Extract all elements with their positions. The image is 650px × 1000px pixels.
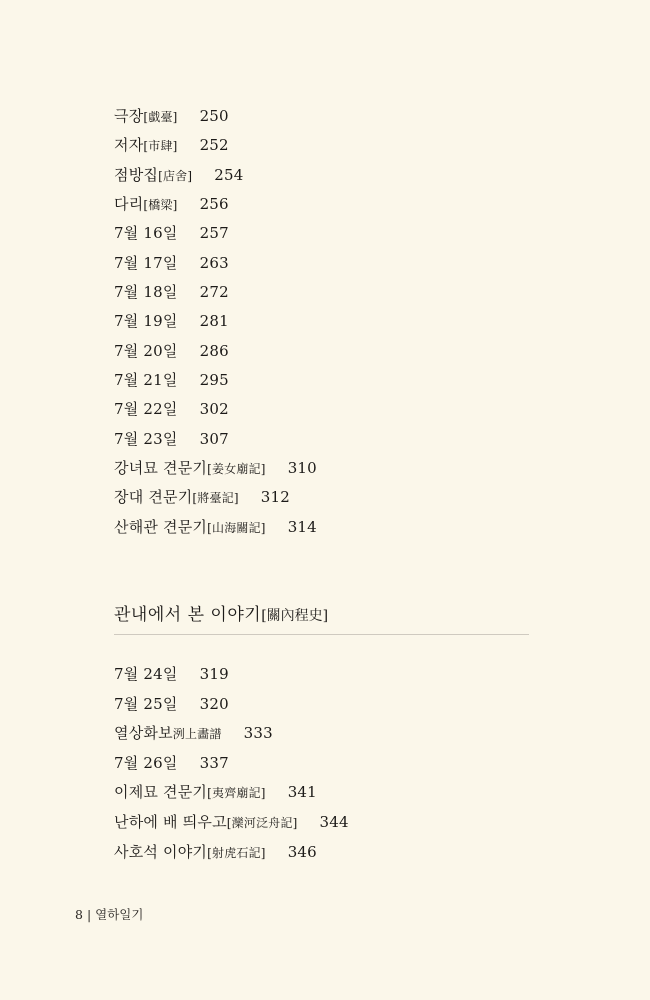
toc-item <box>114 778 349 808</box>
toc-item <box>114 190 317 219</box>
toc-item-hanja: 洌上畵譜 <box>172 727 222 742</box>
toc-item <box>114 131 317 160</box>
toc-item-page: 312 <box>260 488 291 507</box>
toc-item <box>114 337 317 366</box>
section-divider <box>114 634 529 635</box>
toc-item-title: 이제묘 견문기 <box>114 783 208 802</box>
toc-item-title: 7월 20일 <box>114 341 178 360</box>
toc-item <box>114 719 349 749</box>
section-heading <box>114 600 328 625</box>
toc-item-hanja: [將臺記] <box>192 491 239 506</box>
toc-list-first <box>114 102 317 542</box>
toc-item-page: 263 <box>199 253 229 272</box>
toc-item-hanja: [姜女廟記] <box>207 462 266 477</box>
toc-item-title: 7월 21일 <box>114 371 178 390</box>
toc-item-hanja: [山海關記] <box>207 520 266 535</box>
toc-item-hanja: [戱臺] <box>143 110 178 124</box>
toc-item <box>114 366 317 395</box>
footer-book-title: 열하일기 <box>95 907 144 922</box>
toc-list-second <box>114 660 349 867</box>
toc-item-title: 7월 16일 <box>114 224 178 243</box>
toc-item-title: 산해관 견문기 <box>114 517 208 536</box>
toc-item-page: 337 <box>199 753 229 772</box>
toc-item-page: 341 <box>287 783 317 802</box>
toc-item-page: 252 <box>199 136 229 155</box>
toc-item <box>114 161 317 190</box>
toc-item-title: 점방집 <box>114 165 159 184</box>
footer-separator: | <box>86 907 92 922</box>
toc-item-page: 302 <box>199 400 229 419</box>
toc-item-page: 344 <box>319 812 349 831</box>
toc-item-hanja: [橋梁] <box>143 198 178 213</box>
toc-item-title: 강녀묘 견문기 <box>114 459 208 478</box>
page-footer <box>75 905 143 923</box>
toc-item <box>114 249 317 278</box>
toc-item-page: 295 <box>199 371 229 390</box>
toc-item-title: 난하에 배 띄우고 <box>114 812 227 831</box>
toc-item <box>114 838 349 868</box>
toc-item-title: 7월 25일 <box>114 694 178 713</box>
toc-item-title: 7월 26일 <box>114 753 178 772</box>
toc-item-title: 극장 <box>114 107 144 125</box>
toc-item-title: 7월 17일 <box>114 253 178 272</box>
toc-item <box>114 102 317 131</box>
toc-item-page: 310 <box>287 459 317 478</box>
toc-item <box>114 660 349 690</box>
toc-item-title: 7월 19일 <box>114 312 178 331</box>
toc-item-page: 319 <box>199 665 229 683</box>
toc-item <box>114 808 349 838</box>
toc-item <box>114 690 349 720</box>
toc-item-hanja: [射虎石記] <box>207 845 266 860</box>
toc-item-page: 256 <box>199 195 229 214</box>
toc-item-page: 314 <box>287 517 317 536</box>
toc-item-hanja: [夷齊廟記] <box>207 786 266 801</box>
toc-item <box>114 425 317 454</box>
toc-item <box>114 395 317 424</box>
section-heading-title: 관내에서 본 이야기 <box>114 605 262 625</box>
toc-item <box>114 749 349 779</box>
toc-item-page: 254 <box>214 165 244 184</box>
toc-item <box>114 219 317 248</box>
toc-item-page: 333 <box>243 724 273 743</box>
toc-item-page: 346 <box>287 842 317 861</box>
toc-item-title: 저자 <box>114 136 144 155</box>
toc-item-title: 7월 24일 <box>114 665 178 683</box>
toc-item-page: 286 <box>199 341 229 360</box>
toc-item-hanja: [灤河泛舟記] <box>226 815 298 830</box>
toc-item-title: 사호석 이야기 <box>114 842 208 861</box>
toc-item <box>114 483 317 512</box>
toc-item-title: 7월 23일 <box>114 429 178 448</box>
toc-item-page: 257 <box>199 224 229 243</box>
toc-item <box>114 513 317 542</box>
toc-item-hanja: [市肆] <box>143 139 178 154</box>
toc-item <box>114 307 317 336</box>
toc-item-title: 장대 견문기 <box>114 488 193 507</box>
section-heading-hanja: [關內程史] <box>261 608 329 624</box>
toc-item-title: 다리 <box>114 195 144 214</box>
footer-page-number: 8 <box>75 907 83 922</box>
toc-item <box>114 278 317 307</box>
toc-item-page: 250 <box>199 107 229 125</box>
toc-item-page: 320 <box>199 694 229 713</box>
toc-item <box>114 454 317 483</box>
toc-item-page: 272 <box>199 283 229 302</box>
toc-item-title: 7월 22일 <box>114 400 178 419</box>
toc-item-page: 307 <box>199 429 229 448</box>
toc-item-page: 281 <box>199 312 229 331</box>
toc-item-hanja: [店舍] <box>158 168 193 183</box>
toc-item-title: 7월 18일 <box>114 283 178 302</box>
toc-item-title: 열상화보 <box>114 724 173 743</box>
